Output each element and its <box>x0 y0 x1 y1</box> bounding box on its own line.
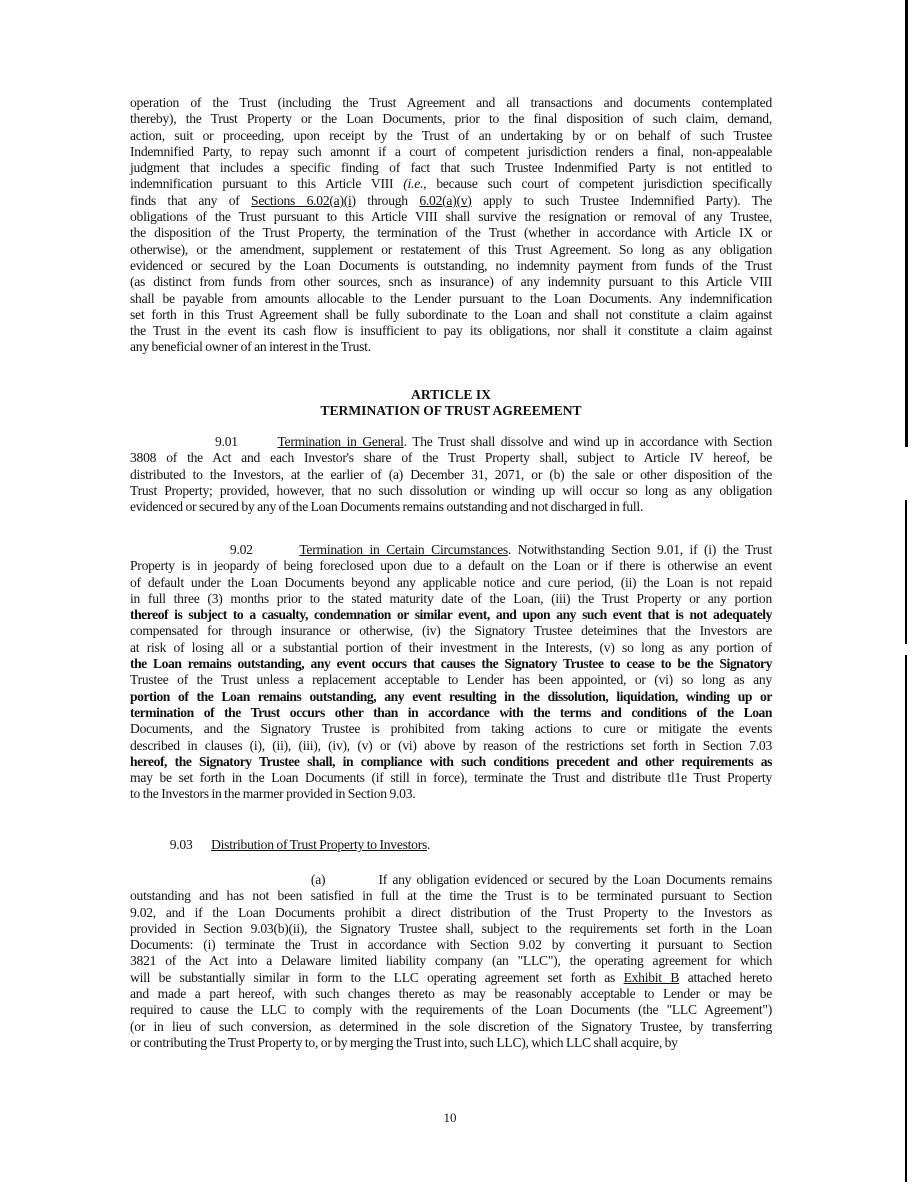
text-line <box>130 640 772 656</box>
text-line <box>130 258 772 274</box>
text-line <box>130 953 772 969</box>
text-line <box>130 721 772 737</box>
text-segment: thereof is subject to a casualty, condemnation or similar event, and upon any such event that is not adequately <box>130 607 772 623</box>
text-segment: attached hereto <box>679 969 772 985</box>
text-line <box>130 770 772 786</box>
section-9-03-heading <box>130 837 772 853</box>
section-9-03-a <box>130 872 772 1051</box>
text-segment: thereby), the Trust Property or the Loan Documents, prior to the final disposition of such claim, demand, <box>130 111 772 127</box>
article-title: TERMINATION OF TRUST AGREEMENT <box>320 403 582 418</box>
text-segment: any beneficial owner of an interest in the Trust. <box>130 339 371 355</box>
text-line <box>130 607 772 623</box>
text-segment: Indemnified Party, to repay such amonnt if a court of competent jurisdiction renders a final, non-appealable <box>130 143 772 159</box>
text-line <box>130 323 772 339</box>
text-segment: set forth in this Trust Agreement shall be fully subordinate to the Loan and shall not constitute a claim against <box>130 306 772 322</box>
text-line <box>130 291 772 307</box>
text-segment: evidenced or secured by any of the Loan Documents remains outstanding and not discharged in full. <box>130 499 644 515</box>
text-segment: (or in lieu of such conversion, as determined in the sole discretion of the Signatory Trustee, by transferring <box>130 1018 772 1034</box>
text-segment: shall be payable from amounts allocable to the Lender pursuant to the Loan Documents. Any indemnification <box>130 290 772 306</box>
text-segment: Documents, and the Signatory Trustee is prohibited from taking actions to cure or mitigate the events <box>130 721 772 737</box>
text-segment: (as distinct from funds from other sources, snch as insurance) of any indemnity pursuant to this Article VIII <box>130 274 772 290</box>
text-line <box>130 209 772 225</box>
cross-reference: Termination in General <box>277 434 404 449</box>
text-line <box>130 1019 772 1035</box>
text-segment: termination of the Trust occurs other than in accordance with the terms and conditions of the Loan <box>130 704 772 720</box>
text-segment: . <box>427 837 431 852</box>
text-line <box>130 558 772 574</box>
text-line <box>130 542 772 558</box>
text-line <box>130 144 772 160</box>
text-segment: 9.03 <box>130 837 212 852</box>
text-segment: the Loan remains outstanding, any event occurs that causes the Signatory Trustee to cease to be the Signatory <box>130 656 772 672</box>
text-line <box>130 591 772 607</box>
text-segment: of default under the Loan Documents beyond any applicable notice and cure period, (ii) the Loan is not repaid <box>130 574 772 590</box>
paragraph-indemnification <box>130 95 772 356</box>
text-segment: distributed to the Investors, at the earlier of (a) December 31, 2071, or (b) the sale or other disposition of the <box>130 466 772 482</box>
text-line <box>130 483 772 499</box>
text-line <box>130 307 772 323</box>
text-segment: to the Investors in the marmer provided in Section 9.03. <box>130 786 416 802</box>
text-line <box>130 242 772 258</box>
text-line <box>130 872 772 888</box>
text-segment: required to cause the LLC to comply with the requirements of the Loan Documents (the "LLC Agreement") <box>130 1002 772 1018</box>
text-segment: . The Trust shall dissolve and wind up in accordance with Section <box>403 434 772 449</box>
text-segment: compensated for through insurance or otherwise, (iv) the Signatory Trustee deteimines that the Investors are <box>130 623 772 639</box>
text-segment: . Notwithstanding Section 9.01, if (i) the Trust <box>507 542 772 557</box>
text-segment: judgment that includes a specific finding of fact that such Trustee Indenmified Party is not entitled to <box>130 160 772 176</box>
text-segment: 9.01 <box>130 434 278 449</box>
text-segment: hereof, the Signatory Trustee shall, in compliance with such conditions precedent and other requirements as <box>130 753 772 769</box>
text-segment: Documents: (i) terminate the Trust in accordance with Section 9.02 by converting it pursuant to Section <box>130 937 772 953</box>
text-segment: because such court of competent jurisdiction specifically <box>426 176 772 192</box>
cross-reference: 6.02(a)(v) <box>419 192 472 208</box>
text-segment: finds that any of <box>130 192 252 208</box>
page-edge-line <box>905 655 907 1182</box>
text-line <box>130 225 772 241</box>
text-segment: may be set forth in the Loan Documents (if still in force), terminate the Trust and distribute tl1e Trust Property <box>130 770 772 786</box>
text-line <box>130 193 772 209</box>
text-line <box>130 905 772 921</box>
text-segment: and made a part hereof, with such changes thereto as may be reasonably acceptable to Lender or may be <box>130 986 772 1002</box>
text-line <box>130 176 772 192</box>
text-segment: 9.02 <box>130 542 300 557</box>
page-edge-line <box>905 0 908 447</box>
text-line <box>130 1035 772 1051</box>
text-segment: 9.02, and if the Loan Documents prohibit a direct distribution of the Trust Property to the Investors as <box>130 904 772 920</box>
text-line <box>130 434 772 450</box>
text-line <box>130 339 772 355</box>
text-segment: obligations of the Trust pursuant to this Article VIII shall survive the resignation or removal of any Trustee, <box>130 209 772 225</box>
text-line <box>130 623 772 639</box>
text-segment: outstanding and has not been satisfied in full at the time the Trust is to be terminated pursuant to Section <box>130 888 772 904</box>
text-segment: described in clauses (i), (ii), (iii), (iv), (v) or (vi) above by reason of the restrictions set forth in Section 7.03 <box>130 737 772 753</box>
text-line <box>130 837 772 853</box>
text-line <box>130 128 772 144</box>
text-line <box>130 689 772 705</box>
text-line <box>130 888 772 904</box>
text-line <box>130 754 772 770</box>
text-segment: portion of the Loan remains outstanding, any event resulting in the dissolution, liquidation, winding up or <box>130 688 772 704</box>
text-segment: operation of the Trust (including the Trust Agreement and all transactions and documents contemplated <box>130 95 772 110</box>
text-line <box>130 499 772 515</box>
text-segment: in full three (3) months prior to the stated maturity date of the Loan, (iii) the Trust Property or any portion <box>130 590 772 606</box>
text-line <box>130 738 772 754</box>
text-segment: 3808 of the Act and each Investor's share of the Trust Property shall, subject to Article IV hereof, be <box>130 450 772 466</box>
cross-reference: Distribution of Trust Property to Investors <box>211 837 428 852</box>
text-line <box>130 467 772 483</box>
cross-reference: Exhibit B <box>623 969 680 985</box>
text-segment: through <box>355 192 420 208</box>
text-segment: (a) If any obligation evidenced or secured by the Loan Documents remains <box>130 872 772 887</box>
text-segment: or contributing the Trust Property to, or by merging the Trust into, such LLC), which LLC shall acquire, by <box>130 1034 678 1050</box>
text-segment: provided in Section 9.03(b)(ii), the Signatory Trustee shall, subject to the requirements set forth in the Loan <box>130 920 772 936</box>
text-line <box>130 672 772 688</box>
page-edge-line <box>905 500 907 644</box>
text-line <box>130 656 772 672</box>
page-number: 10 <box>443 1110 457 1125</box>
section-9-02 <box>130 542 772 803</box>
text-segment: at risk of losing all or a substantial portion of their investment in the Interests, (v) so long as any portion of <box>130 639 772 655</box>
text-segment: Trust Property; provided, however, that no such dissolution or winding up will occur so long as any obligation <box>130 482 772 498</box>
cross-reference: Termination in Certain Circumstances <box>299 542 508 557</box>
text-segment: Property is in jeopardy of being foreclosed upon due to a default on the Loan or if there is otherwise an event <box>130 558 772 574</box>
text-line <box>130 705 772 721</box>
text-segment: indemnification pursuant to this Article VIII <box>130 176 404 192</box>
text-segment: 3821 of the Act into a Delaware limited liability company (an "LLC"), the operating agreement for which <box>130 953 772 969</box>
text-line <box>130 1002 772 1018</box>
article-number: ARTICLE IX <box>411 387 491 402</box>
text-line <box>130 160 772 176</box>
cross-reference: Sections 6.02(a)(i) <box>251 192 356 208</box>
text-line <box>130 274 772 290</box>
text-line <box>130 111 772 127</box>
text-segment: will be substantially similar in form to the LLC operating agreement set forth as <box>130 969 624 985</box>
text-segment: otherwise), or the amendment, supplement or restatement of this Trust Agreement. So long as any obligation <box>130 241 772 257</box>
text-segment: Trustee of the Trust unless a replacement acceptable to Lender has been appointed, or (vi) so long as any <box>130 672 772 688</box>
text-line <box>130 921 772 937</box>
text-line <box>130 937 772 953</box>
text-line <box>130 95 772 111</box>
text-segment: action, suit or proceeding, upon receipt by the Trust of an undertaking by or on behalf of such Trustee <box>130 127 772 143</box>
section-9-01 <box>130 434 772 515</box>
text-line <box>130 970 772 986</box>
text-line <box>130 986 772 1002</box>
text-line <box>130 450 772 466</box>
text-line <box>130 786 772 802</box>
text-segment: the disposition of the Trust Property, the termination of the Trust (whether in accordance with Article IX or <box>130 225 772 241</box>
text-segment: (i.e., <box>403 176 427 192</box>
text-segment: evidenced or secured by the Loan Documents is outstanding, no indemnity payment from funds of the Trust <box>130 257 772 273</box>
text-segment: the Trust in the event its cash flow is insufficient to pay its obligations, nor shall it constitute a claim against <box>130 323 772 339</box>
text-line <box>130 575 772 591</box>
text-segment: apply to such Trustee Indemnified Party). The <box>471 192 773 208</box>
